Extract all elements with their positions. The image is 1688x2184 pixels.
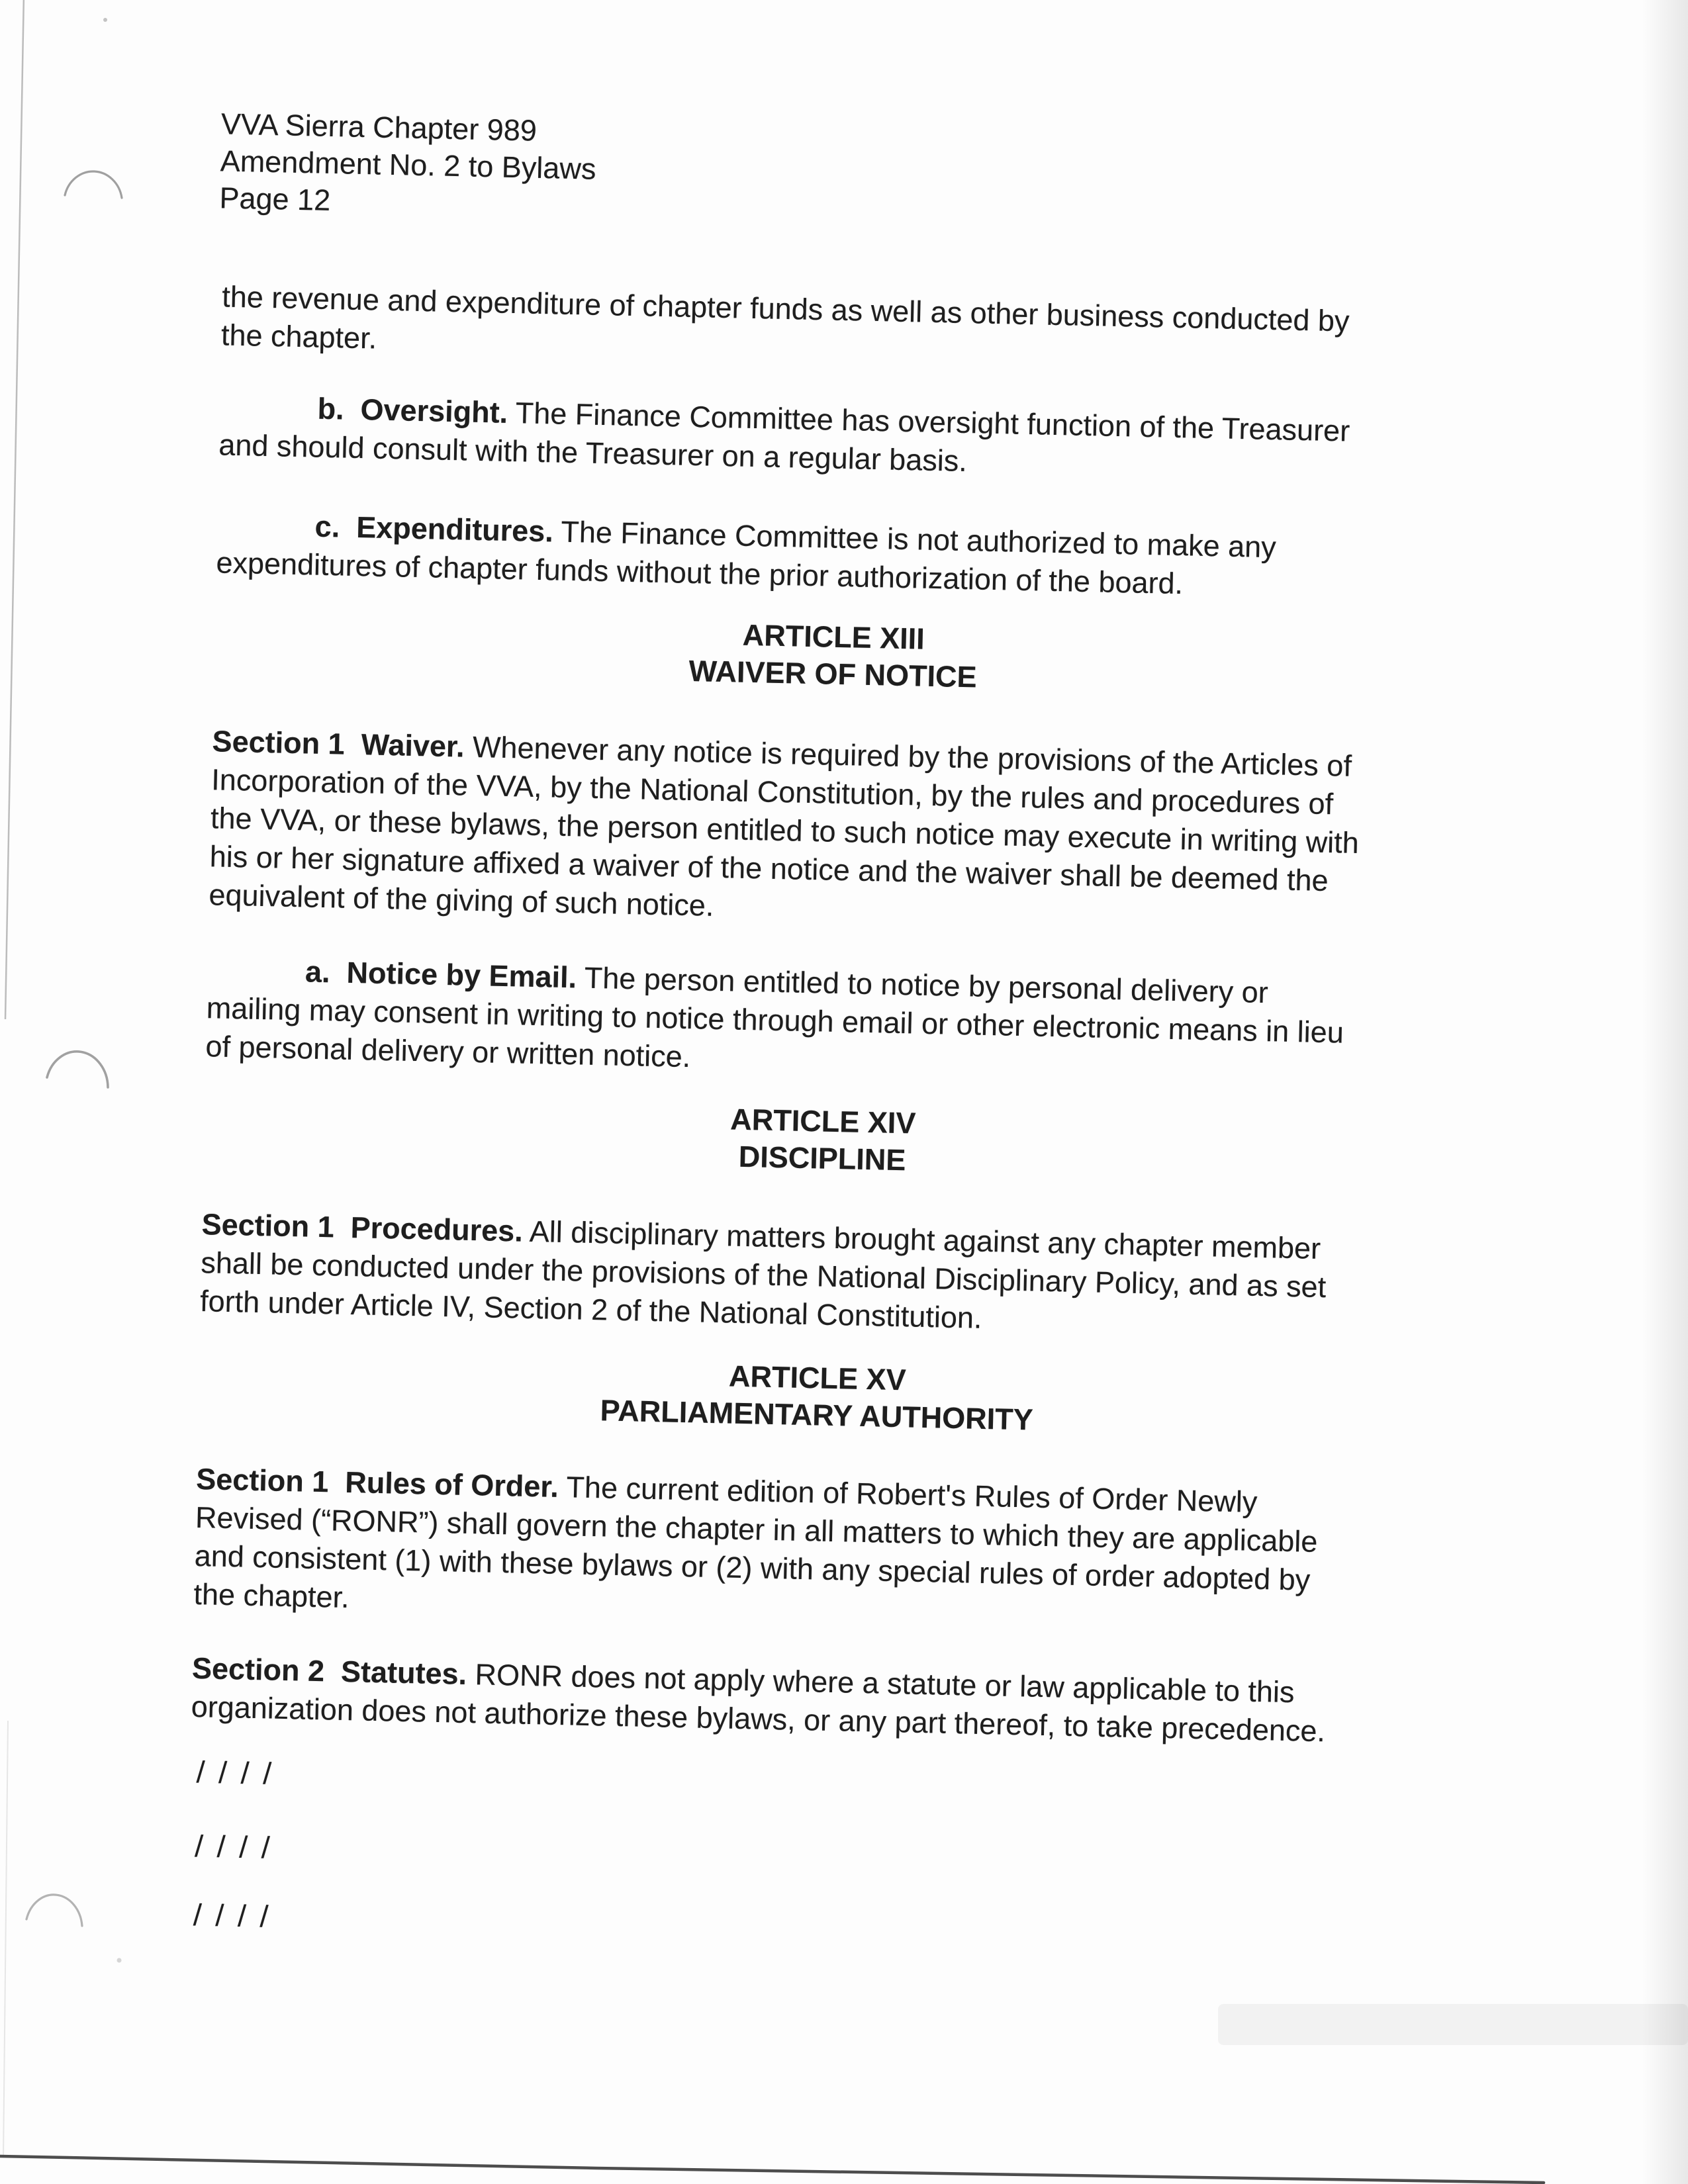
paragraph-waiver: [209, 722, 1510, 942]
expenditures-text: The Finance Committee is not authorized to make any expenditures of chapter funds without the prior authorization of the board.: [215, 514, 1277, 601]
paragraph-statutes: [191, 1649, 1489, 1754]
notice-by-email-label: a. Notice by Email.: [305, 954, 577, 995]
article-14-number: ARTICLE XIV: [729, 1102, 916, 1140]
article-14-heading: [203, 1089, 1442, 1191]
rules-of-order-text: The current edition of Robert's Rules of Order Newly Revised (“RONR”) shall govern the chapter in all matters to which they are applicable and consistent (1) with these bylaws or (2) with any special rules of order adopted by the chapter.: [193, 1469, 1318, 1615]
paragraph-procedures: [200, 1205, 1499, 1349]
document-header: [219, 105, 597, 224]
paragraph-rules-of-order: [193, 1460, 1494, 1642]
paragraph-expenditures: [216, 505, 1515, 610]
statutes-label: Section 2 Statutes.: [191, 1651, 467, 1691]
waiver-section-text: Whenever any notice is required by the provisions of the Articles of Incorporation of the VVA, by the National Constitution, by the rules and procedures of the VVA, or these bylaws, the person entitled to such notice may execute in writing with his or her signature affixed a waiver of the notice and the waiver shall be deemed the equivalent of the giving of such notice.: [209, 729, 1360, 923]
article-15-number: ARTICLE XV: [728, 1359, 907, 1397]
end-of-page-mark-1: / / / /: [196, 1754, 275, 1791]
notice-by-email-text: The person entitled to notice by personal delivery or mailing may consent in writing to notice through email or other electronic means in lieu of personal delivery or written notice.: [205, 960, 1344, 1074]
paragraph-oversight: [218, 387, 1517, 492]
paragraph-continuation: [220, 277, 1519, 383]
end-of-page-mark-2: / / / /: [194, 1829, 273, 1865]
header-page-number: Page 12: [219, 181, 331, 217]
article-13-heading: [214, 605, 1453, 706]
waiver-section-label: Section 1 Waiver.: [212, 724, 465, 764]
oversight-text: The Finance Committee has oversight function of the Treasurer and should consult with the Treasurer on a regular basis.: [218, 395, 1350, 478]
paragraph-continuation-text: the revenue and expenditure of chapter funds as well as other business conducted by the chapter.: [220, 279, 1350, 355]
article-13-title: WAIVER OF NOTICE: [688, 653, 978, 694]
article-15-heading: [197, 1346, 1436, 1447]
procedures-section-text: All disciplinary matters brought against any chapter member shall be conducted under the provisions of the National Disciplinary Policy, and as set forth under Article IV, Section 2 of the National Constitution.: [199, 1214, 1327, 1335]
statutes-text: RONR does not apply where a statute or law applicable to this organization does not authorize these bylaws, or any part thereof, to take precedence.: [191, 1657, 1326, 1749]
expenditures-label: c. Expenditures.: [314, 509, 554, 549]
article-13-number: ARTICLE XIII: [742, 617, 925, 656]
end-of-page-mark-3: / / / /: [193, 1897, 271, 1934]
header-org-line: VVA Sierra Chapter 989: [220, 107, 538, 148]
rules-of-order-label: Section 1 Rules of Order.: [195, 1462, 559, 1504]
article-14-title: DISCIPLINE: [738, 1139, 906, 1177]
paragraph-notice-by-email: [205, 950, 1505, 1094]
oversight-label: b. Oversight.: [317, 391, 508, 430]
procedures-section-label: Section 1 Procedures.: [201, 1207, 524, 1248]
article-15-title: PARLIAMENTARY AUTHORITY: [600, 1393, 1034, 1437]
header-amendment-line: Amendment No. 2 to Bylaws: [220, 144, 596, 186]
